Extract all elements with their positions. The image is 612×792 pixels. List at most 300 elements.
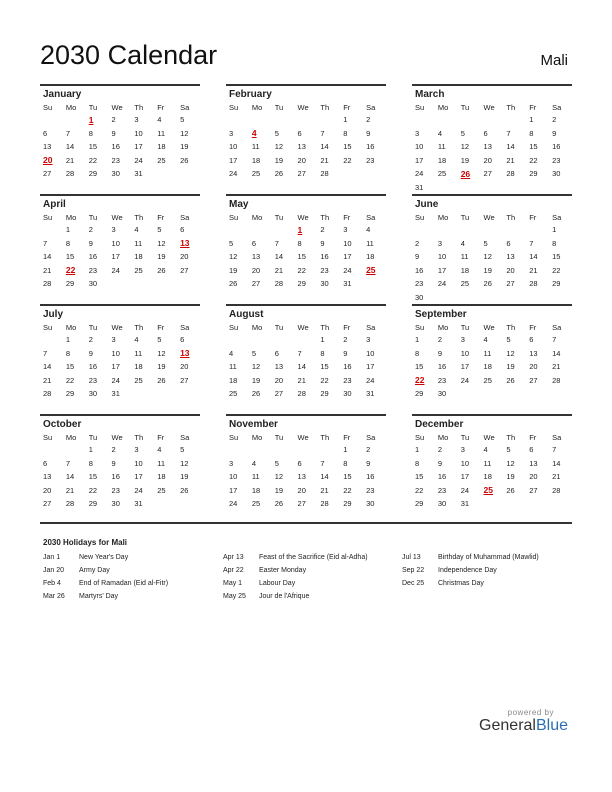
day-cell: 7 [43, 348, 48, 358]
empty-cell [177, 167, 200, 181]
day-cell: 17 [111, 252, 120, 262]
month-name: October [43, 419, 82, 430]
weekday-label: We [297, 322, 309, 332]
day-cell: 27 [483, 169, 492, 179]
holiday-day-cell: 13 [180, 348, 190, 359]
day-cell: 4 [366, 225, 371, 235]
day-cell: 19 [251, 375, 261, 385]
powered-by-label: powered by [507, 708, 554, 717]
day-cell: 10 [111, 348, 120, 358]
holiday-row [40, 590, 168, 603]
day-cell: 5 [229, 238, 234, 248]
weekday-label: Sa [366, 212, 376, 222]
holiday-row [399, 564, 539, 577]
day-cell: 2 [366, 445, 371, 455]
day-cell: 1 [65, 335, 71, 345]
day-cell: 24 [415, 169, 424, 179]
day-cell: 3 [134, 445, 139, 455]
day-cell: 8 [88, 128, 93, 138]
day-cell: 30 [437, 389, 447, 399]
day-cell: 16 [415, 265, 424, 275]
weekday-label: Tu [274, 212, 284, 222]
day-cell: 11 [251, 142, 260, 152]
empty-cell [435, 181, 458, 195]
empty-cell [177, 277, 200, 291]
day-cell: 20 [297, 155, 306, 165]
empty-cell [549, 291, 572, 305]
weekday-label: Tu [88, 212, 98, 222]
holiday-row [40, 577, 168, 590]
weekday-label: We [297, 102, 309, 112]
day-cell: 8 [552, 238, 557, 248]
weekday-label: Su [43, 322, 53, 332]
day-cell: 28 [297, 389, 306, 399]
holiday-row [220, 577, 368, 590]
day-cell: 10 [111, 238, 120, 248]
weekday-label: Su [415, 432, 425, 442]
weekday-label: Tu [274, 322, 284, 332]
day-cell: 19 [274, 155, 284, 165]
day-cell: 23 [437, 485, 447, 495]
empty-cell [154, 497, 177, 511]
day-cell: 29 [415, 499, 424, 509]
weekday-label: Su [43, 212, 53, 222]
day-cell: 7 [65, 458, 71, 468]
day-cell: 15 [552, 252, 561, 262]
day-cell: 16 [88, 362, 98, 372]
day-cell: 17 [460, 472, 470, 482]
day-cell: 17 [460, 362, 470, 372]
day-cell: 7 [529, 238, 534, 248]
day-cell: 16 [111, 472, 120, 482]
day-cell: 5 [251, 348, 257, 358]
empty-cell [177, 497, 200, 511]
month-name: April [43, 199, 66, 210]
empty-cell [272, 113, 295, 127]
day-cell: 18 [157, 472, 166, 482]
day-cell: 2 [437, 335, 443, 345]
weekday-label: Mo [65, 322, 77, 332]
empty-cell [363, 167, 386, 181]
weekday-label: Su [229, 212, 239, 222]
day-cell: 17 [111, 362, 120, 372]
empty-cell [503, 113, 526, 127]
day-cell: 15 [88, 472, 98, 482]
day-cell: 22 [88, 485, 98, 495]
day-cell: 28 [65, 169, 75, 179]
day-cell: 21 [65, 485, 75, 495]
empty-cell [63, 443, 86, 457]
day-cell: 3 [111, 335, 116, 345]
empty-cell [526, 223, 549, 237]
day-cell: 2 [366, 115, 371, 125]
day-cell: 2 [320, 225, 325, 235]
day-cell: 31 [134, 169, 143, 179]
empty-cell [549, 497, 572, 511]
empty-cell [177, 387, 200, 401]
day-cell: 8 [529, 128, 534, 138]
day-cell: 28 [552, 485, 561, 495]
day-cell: 17 [437, 265, 447, 275]
empty-cell [412, 223, 435, 237]
day-cell: 25 [483, 375, 492, 385]
day-cell: 4 [251, 458, 257, 468]
day-cell: 17 [134, 472, 143, 482]
day-cell: 9 [437, 348, 443, 358]
day-cell: 6 [297, 128, 302, 138]
empty-cell [503, 497, 526, 511]
day-cell: 18 [134, 362, 143, 372]
day-cell: 22 [88, 155, 98, 165]
day-cell: 25 [437, 169, 447, 179]
divider [412, 84, 572, 86]
day-cell: 17 [343, 252, 352, 262]
day-cell: 18 [157, 142, 166, 152]
divider [40, 414, 200, 416]
holiday-row [220, 551, 368, 564]
day-cell: 24 [366, 375, 375, 385]
brand-logo[interactable] [479, 708, 568, 735]
month-november [226, 414, 386, 511]
day-cell: 24 [134, 155, 143, 165]
empty-cell [249, 333, 272, 347]
day-cell: 23 [88, 375, 98, 385]
holiday-day-cell: 26 [460, 168, 471, 179]
day-cell: 22 [343, 485, 352, 495]
day-cell: 5 [180, 445, 185, 455]
day-cell: 21 [297, 375, 306, 385]
day-cell: 29 [297, 279, 306, 289]
holiday-day-cell: 25 [366, 265, 376, 276]
day-cell: 26 [229, 279, 238, 289]
day-cell: 24 [111, 265, 120, 275]
day-cell: 18 [134, 252, 143, 262]
day-cell: 24 [134, 485, 143, 495]
day-cell: 30 [88, 389, 98, 399]
empty-cell [249, 223, 272, 237]
day-cell: 8 [65, 238, 71, 248]
month-february [226, 84, 386, 181]
day-cell: 27 [529, 485, 538, 495]
day-cell: 14 [43, 362, 52, 372]
day-cell: 19 [506, 472, 515, 482]
weekday-label: Sa [366, 102, 376, 112]
day-cell: 6 [529, 445, 534, 455]
day-cell: 28 [65, 499, 75, 509]
day-cell: 11 [251, 472, 260, 482]
day-cell: 18 [251, 155, 261, 165]
day-cell: 21 [43, 375, 52, 385]
day-cell: 21 [43, 265, 52, 275]
weekday-label: Mo [437, 432, 449, 442]
day-cell: 14 [552, 348, 561, 358]
day-cell: 25 [157, 485, 166, 495]
weekday-label: Fr [529, 102, 537, 112]
day-cell: 23 [111, 485, 120, 495]
empty-cell [40, 333, 63, 347]
divider [226, 414, 386, 416]
day-cell: 15 [415, 362, 424, 372]
day-cell: 14 [320, 142, 329, 152]
day-cell: 6 [297, 458, 302, 468]
holiday-column [220, 551, 368, 603]
day-cell: 5 [506, 335, 511, 345]
month-name: May [229, 199, 249, 210]
divider [40, 304, 200, 306]
weekday-label: We [111, 322, 123, 332]
day-cell: 29 [343, 499, 352, 509]
day-cell: 14 [529, 252, 538, 262]
weekday-label: Mo [437, 102, 449, 112]
empty-cell [295, 113, 318, 127]
day-cell: 22 [320, 375, 329, 385]
weekday-label: Mo [251, 212, 263, 222]
holiday-name: Independence Day [438, 567, 497, 574]
weekday-label: Tu [460, 212, 470, 222]
weekday-label: Tu [88, 322, 98, 332]
weekday-label: We [483, 102, 495, 112]
weekday-label: Fr [343, 212, 351, 222]
day-cell: 9 [366, 128, 371, 138]
day-cell: 1 [65, 225, 71, 235]
empty-cell [226, 223, 249, 237]
month-name: February [229, 89, 272, 100]
day-cell: 10 [134, 128, 143, 138]
month-july [40, 304, 200, 401]
day-cell: 19 [506, 362, 515, 372]
holiday-date: Apr 22 [223, 567, 244, 574]
day-cell: 13 [529, 458, 538, 468]
day-cell: 25 [460, 279, 470, 289]
day-cell: 16 [111, 142, 120, 152]
day-cell: 30 [552, 169, 561, 179]
day-cell: 10 [134, 458, 143, 468]
day-cell: 16 [320, 252, 329, 262]
day-cell: 11 [157, 128, 166, 138]
day-cell: 12 [506, 458, 515, 468]
day-cell: 23 [366, 485, 375, 495]
holiday-name: Army Day [79, 567, 110, 574]
weekday-label: Mo [65, 432, 77, 442]
day-cell: 17 [134, 142, 143, 152]
empty-cell [549, 387, 572, 401]
holiday-date: Dec 25 [402, 580, 425, 587]
day-cell: 31 [415, 182, 424, 192]
day-cell: 2 [343, 335, 348, 345]
day-cell: 28 [506, 169, 515, 179]
day-cell: 3 [111, 225, 116, 235]
weekday-label: Th [506, 322, 516, 332]
day-cell: 10 [229, 142, 238, 152]
day-cell: 26 [251, 389, 261, 399]
day-cell: 12 [460, 142, 470, 152]
weekday-label: Mo [65, 102, 77, 112]
day-cell: 27 [251, 279, 261, 289]
weekday-label: Su [43, 432, 53, 442]
day-cell: 21 [552, 472, 561, 482]
divider [40, 84, 200, 86]
day-cell: 22 [415, 485, 424, 495]
empty-cell [481, 497, 504, 511]
empty-cell [481, 291, 504, 305]
weekday-label: Sa [552, 102, 562, 112]
day-cell: 26 [274, 499, 284, 509]
day-cell: 23 [320, 265, 329, 275]
day-cell: 3 [343, 225, 348, 235]
day-cell: 3 [366, 335, 371, 345]
empty-cell [458, 181, 481, 195]
day-cell: 21 [65, 155, 75, 165]
empty-cell [154, 387, 177, 401]
day-cell: 7 [552, 335, 557, 345]
holiday-day-cell: 25 [483, 485, 493, 496]
weekday-label: Th [320, 212, 330, 222]
weekday-label: Th [506, 212, 516, 222]
day-cell: 27 [297, 499, 306, 509]
day-cell: 26 [506, 375, 515, 385]
holiday-row [40, 564, 168, 577]
weekday-label: Tu [274, 102, 284, 112]
day-cell: 4 [483, 335, 488, 345]
holiday-row [399, 551, 539, 564]
day-cell: 30 [415, 292, 424, 302]
month-may [226, 194, 386, 291]
day-cell: 20 [529, 472, 538, 482]
weekday-label: Mo [437, 322, 449, 332]
weekday-label: Mo [437, 212, 449, 222]
holiday-day-cell: 4 [251, 128, 257, 139]
day-cell: 29 [529, 169, 538, 179]
month-december [412, 414, 572, 511]
holiday-date: Feb 4 [43, 580, 61, 587]
weekday-label: Sa [180, 102, 190, 112]
day-cell: 10 [366, 348, 375, 358]
weekday-label: Th [134, 212, 144, 222]
day-cell: 3 [229, 128, 234, 138]
weekday-label: Su [43, 102, 53, 112]
day-cell: 20 [529, 362, 538, 372]
day-cell: 12 [229, 252, 238, 262]
day-cell: 15 [65, 362, 75, 372]
holiday-date: Jan 1 [43, 554, 61, 561]
day-cell: 25 [134, 375, 143, 385]
day-cell: 23 [415, 279, 424, 289]
day-cell: 2 [111, 115, 116, 125]
weekday-label: Fr [343, 102, 351, 112]
divider [226, 84, 386, 86]
day-cell: 29 [65, 389, 75, 399]
empty-cell [481, 387, 504, 401]
empty-cell [363, 277, 386, 291]
weekday-label: Su [229, 322, 239, 332]
empty-cell [249, 113, 272, 127]
brand-name [479, 717, 568, 735]
day-cell: 15 [343, 142, 352, 152]
month-april [40, 194, 200, 291]
day-cell: 7 [320, 458, 325, 468]
weekday-label: Sa [552, 432, 562, 442]
month-june [412, 194, 572, 304]
day-cell: 13 [506, 252, 515, 262]
weekday-label: Mo [251, 432, 263, 442]
day-cell: 27 [529, 375, 538, 385]
day-cell: 18 [366, 252, 375, 262]
day-cell: 30 [320, 279, 329, 289]
empty-cell [435, 223, 458, 237]
empty-cell [131, 387, 154, 401]
day-cell: 9 [437, 458, 443, 468]
day-cell: 23 [552, 155, 561, 165]
day-cell: 29 [320, 389, 329, 399]
brand-name-part1: General [479, 717, 536, 734]
holiday-row [40, 551, 168, 564]
day-cell: 18 [460, 265, 470, 275]
day-cell: 16 [366, 472, 375, 482]
divider [226, 194, 386, 196]
weekday-label: Mo [65, 212, 77, 222]
day-cell: 17 [229, 155, 238, 165]
month-name: November [229, 419, 278, 430]
weekday-label: Fr [157, 212, 165, 222]
month-march [412, 84, 572, 194]
day-cell: 11 [134, 348, 143, 358]
day-cell: 19 [180, 472, 189, 482]
day-cell: 12 [180, 128, 189, 138]
day-cell: 20 [274, 375, 284, 385]
day-cell: 1 [415, 335, 420, 345]
day-cell: 9 [366, 458, 371, 468]
day-cell: 11 [134, 238, 143, 248]
day-cell: 27 [43, 499, 52, 509]
day-cell: 8 [415, 458, 420, 468]
day-cell: 11 [483, 458, 492, 468]
day-cell: 15 [343, 472, 352, 482]
day-cell: 14 [320, 472, 329, 482]
day-cell: 17 [366, 362, 375, 372]
day-cell: 21 [274, 265, 284, 275]
day-cell: 9 [320, 238, 325, 248]
day-cell: 14 [552, 458, 561, 468]
holiday-name: New Year's Day [79, 554, 129, 561]
holiday-date: Jul 13 [402, 554, 421, 561]
day-cell: 12 [274, 142, 284, 152]
day-cell: 2 [552, 115, 557, 125]
empty-cell [272, 443, 295, 457]
empty-cell [226, 113, 249, 127]
holiday-row [399, 577, 539, 590]
day-cell: 26 [180, 155, 189, 165]
day-cell: 5 [180, 115, 185, 125]
holiday-date: May 25 [223, 593, 246, 600]
empty-cell [40, 223, 63, 237]
empty-cell [481, 113, 504, 127]
day-cell: 16 [366, 142, 375, 152]
weekday-label: Sa [366, 322, 376, 332]
day-cell: 21 [506, 155, 515, 165]
empty-cell [226, 443, 249, 457]
day-cell: 31 [366, 389, 375, 399]
weekday-label: Th [134, 102, 144, 112]
day-cell: 26 [157, 375, 166, 385]
day-cell: 9 [343, 348, 348, 358]
day-cell: 14 [65, 142, 75, 152]
weekday-label: Su [415, 102, 425, 112]
day-cell: 17 [229, 485, 238, 495]
day-cell: 20 [506, 265, 515, 275]
holiday-date: May 1 [223, 580, 243, 587]
day-cell: 6 [274, 348, 279, 358]
weekday-label: Fr [529, 432, 537, 442]
